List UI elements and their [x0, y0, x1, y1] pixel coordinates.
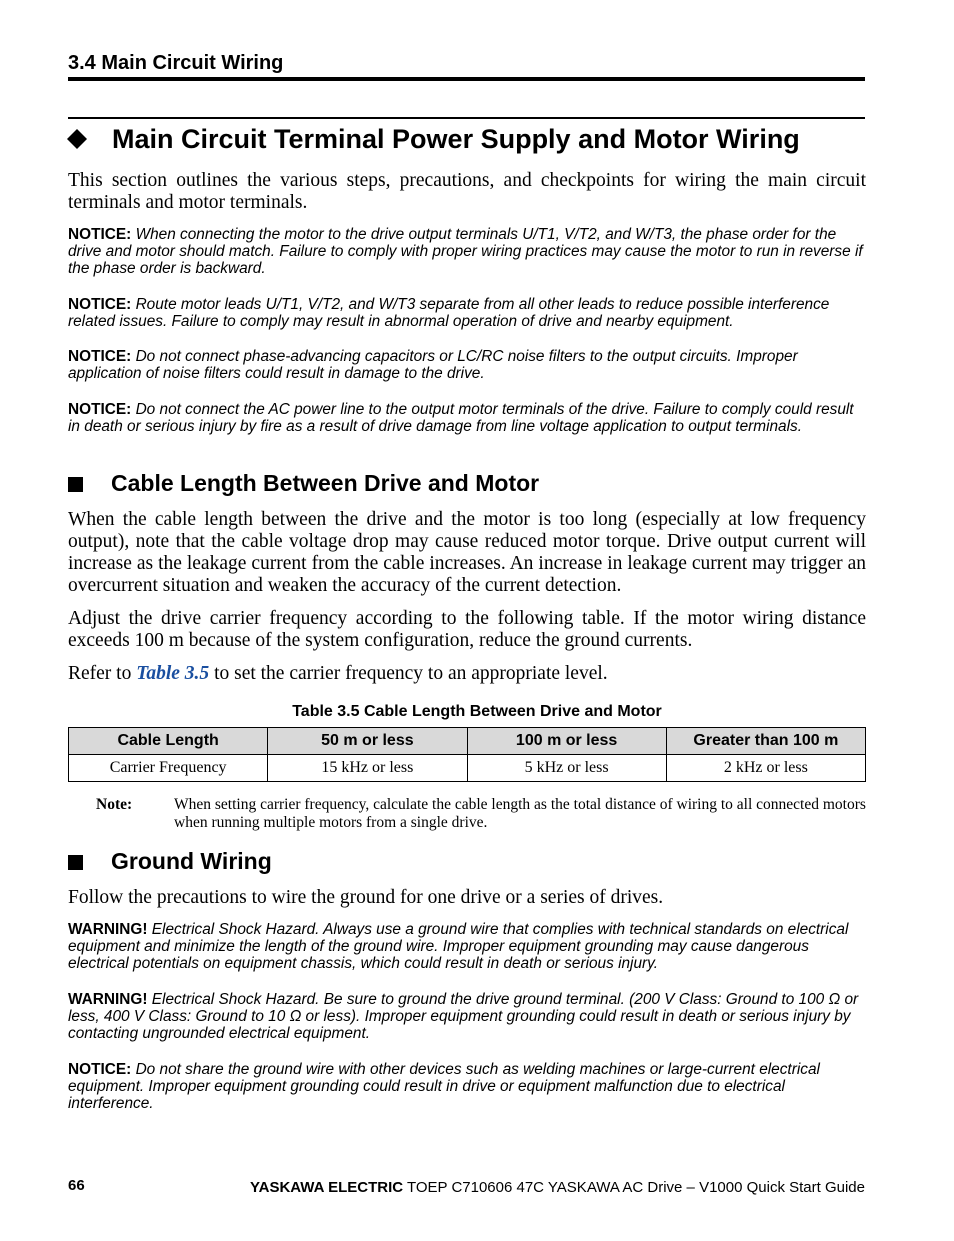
- intro-paragraph: This section outlines the various steps, precautions, and checkpoints for wiring the main circuit terminals and motor terminals.: [68, 170, 866, 213]
- warning-1: [68, 921, 866, 973]
- refer-paragraph: [68, 663, 866, 685]
- ground-intro: Follow the precautions to wire the ground for one drive or a series of drives.: [68, 887, 664, 908]
- warning-label: WARNING!: [68, 921, 148, 938]
- footer-doc: TOEP C710606 47C YASKAWA AC Drive – V1000 Quick Start Guide: [403, 1179, 865, 1196]
- footer-brand: YASKAWA ELECTRIC: [250, 1179, 404, 1196]
- diamond-bullet-icon: [67, 129, 87, 149]
- square-bullet-icon: [68, 855, 83, 870]
- notice-label: NOTICE:: [68, 401, 132, 418]
- table-cell: 5 kHz or less: [467, 755, 666, 782]
- ground-heading-text: Ground Wiring: [111, 848, 272, 874]
- cable-section-heading: [68, 470, 539, 497]
- notice-ground: [68, 1061, 866, 1113]
- notice-text: Do not connect phase-advancing capacitors or LC/RC noise filters to the output circuits. Improper application of noise filters could result in damage to the drive.: [68, 348, 798, 383]
- notice-4: [68, 401, 866, 435]
- table-3-5-link[interactable]: Table 3.5: [136, 663, 210, 684]
- page-number: 66: [68, 1177, 85, 1194]
- note-text: When setting carrier frequency, calculate the cable length as the total distance of wiring to all connected motors when running multiple motors from a single drive.: [174, 796, 866, 831]
- table-caption: Table 3.5 Cable Length Between Drive and Motor: [292, 703, 662, 720]
- notice-label: NOTICE:: [68, 296, 132, 313]
- notice-1: [68, 226, 866, 278]
- table-header-cell: Greater than 100 m: [666, 728, 865, 755]
- table-header-cell: 50 m or less: [268, 728, 467, 755]
- warning-text: Electrical Shock Hazard. Be sure to ground the drive ground terminal. (200 V Class: Ground to 100 Ω or less, 400 V Class: Ground to 10 Ω or less). Improper equipment grounding could result in death or serious injury by contacting ungrounded electrical equipment.: [68, 991, 859, 1043]
- ground-section-heading: [68, 848, 272, 875]
- title-rule: [68, 117, 865, 119]
- cable-paragraph-1: When the cable length between the drive and the motor is too long (especially at low frequency output), note that the cable voltage drop may cause reduced motor torque. Drive output current will increase as the leakage current from the cable increases. An increase in leakage current may trigger an overcurrent situation and weaken the accuracy of the current detection.: [68, 509, 866, 596]
- notice-label: NOTICE:: [68, 226, 132, 243]
- header-rule: [68, 77, 865, 81]
- notice-text: Route motor leads U/T1, V/T2, and W/T3 separate from all other leads to reduce possible interference related issues. Failure to comply may result in abnormal operation of drive and nearby equipment.: [68, 296, 830, 331]
- table-cell: 15 kHz or less: [268, 755, 467, 782]
- cable-paragraph-2: Adjust the drive carrier frequency according to the following table. If the motor wiring distance exceeds 100 m because of the system configuration, reduce the ground currents.: [68, 608, 866, 651]
- cable-length-table: [68, 727, 866, 782]
- notice-label: NOTICE:: [68, 348, 132, 365]
- notice-text: Do not connect the AC power line to the output motor terminals of the drive. Failure to comply could result in death or serious injury by fire as a result of drive damage from line voltage application to output terminals.: [68, 401, 854, 436]
- notice-text: When connecting the motor to the drive output terminals U/T1, V/T2, and W/T3, the phase order for the drive and motor should match. Failure to comply with proper wiring practices may cause the motor to run in reverse if the phase order is backward.: [68, 226, 863, 278]
- square-bullet-icon: [68, 477, 83, 492]
- table-cell: Carrier Frequency: [69, 755, 268, 782]
- notice-3: [68, 348, 866, 382]
- refer-prefix: Refer to: [68, 663, 137, 684]
- notice-label: NOTICE:: [68, 1061, 132, 1078]
- warning-text: Electrical Shock Hazard. Always use a ground wire that complies with technical standards on electrical equipment and minimize the length of the ground wire. Improper equipment grounding may cause dangerous electrical potentials on equipment chassis, which could result in death or serious injury.: [68, 921, 849, 973]
- warning-label: WARNING!: [68, 991, 148, 1008]
- running-head: 3.4 Main Circuit Wiring: [68, 52, 284, 74]
- refer-suffix: to set the carrier frequency to an appropriate level.: [209, 663, 608, 684]
- note-label: Note:: [96, 796, 133, 813]
- cable-heading-text: Cable Length Between Drive and Motor: [111, 470, 540, 496]
- footer-doc-info: [250, 1179, 865, 1196]
- table-cell: 2 kHz or less: [666, 755, 865, 782]
- notice-text: Do not share the ground wire with other devices such as welding machines or large-current electrical equipment. Improper equipment grounding could result in drive or equipment malfunction due to electrical interference.: [68, 1061, 820, 1113]
- page-title-text: Main Circuit Terminal Power Supply and Motor Wiring: [112, 124, 800, 154]
- table-header-cell: 100 m or less: [467, 728, 666, 755]
- table-header-row: [69, 728, 866, 755]
- notice-2: [68, 296, 866, 330]
- warning-2: [68, 991, 866, 1043]
- table-row: [69, 755, 866, 782]
- table-header-cell: Cable Length: [69, 728, 268, 755]
